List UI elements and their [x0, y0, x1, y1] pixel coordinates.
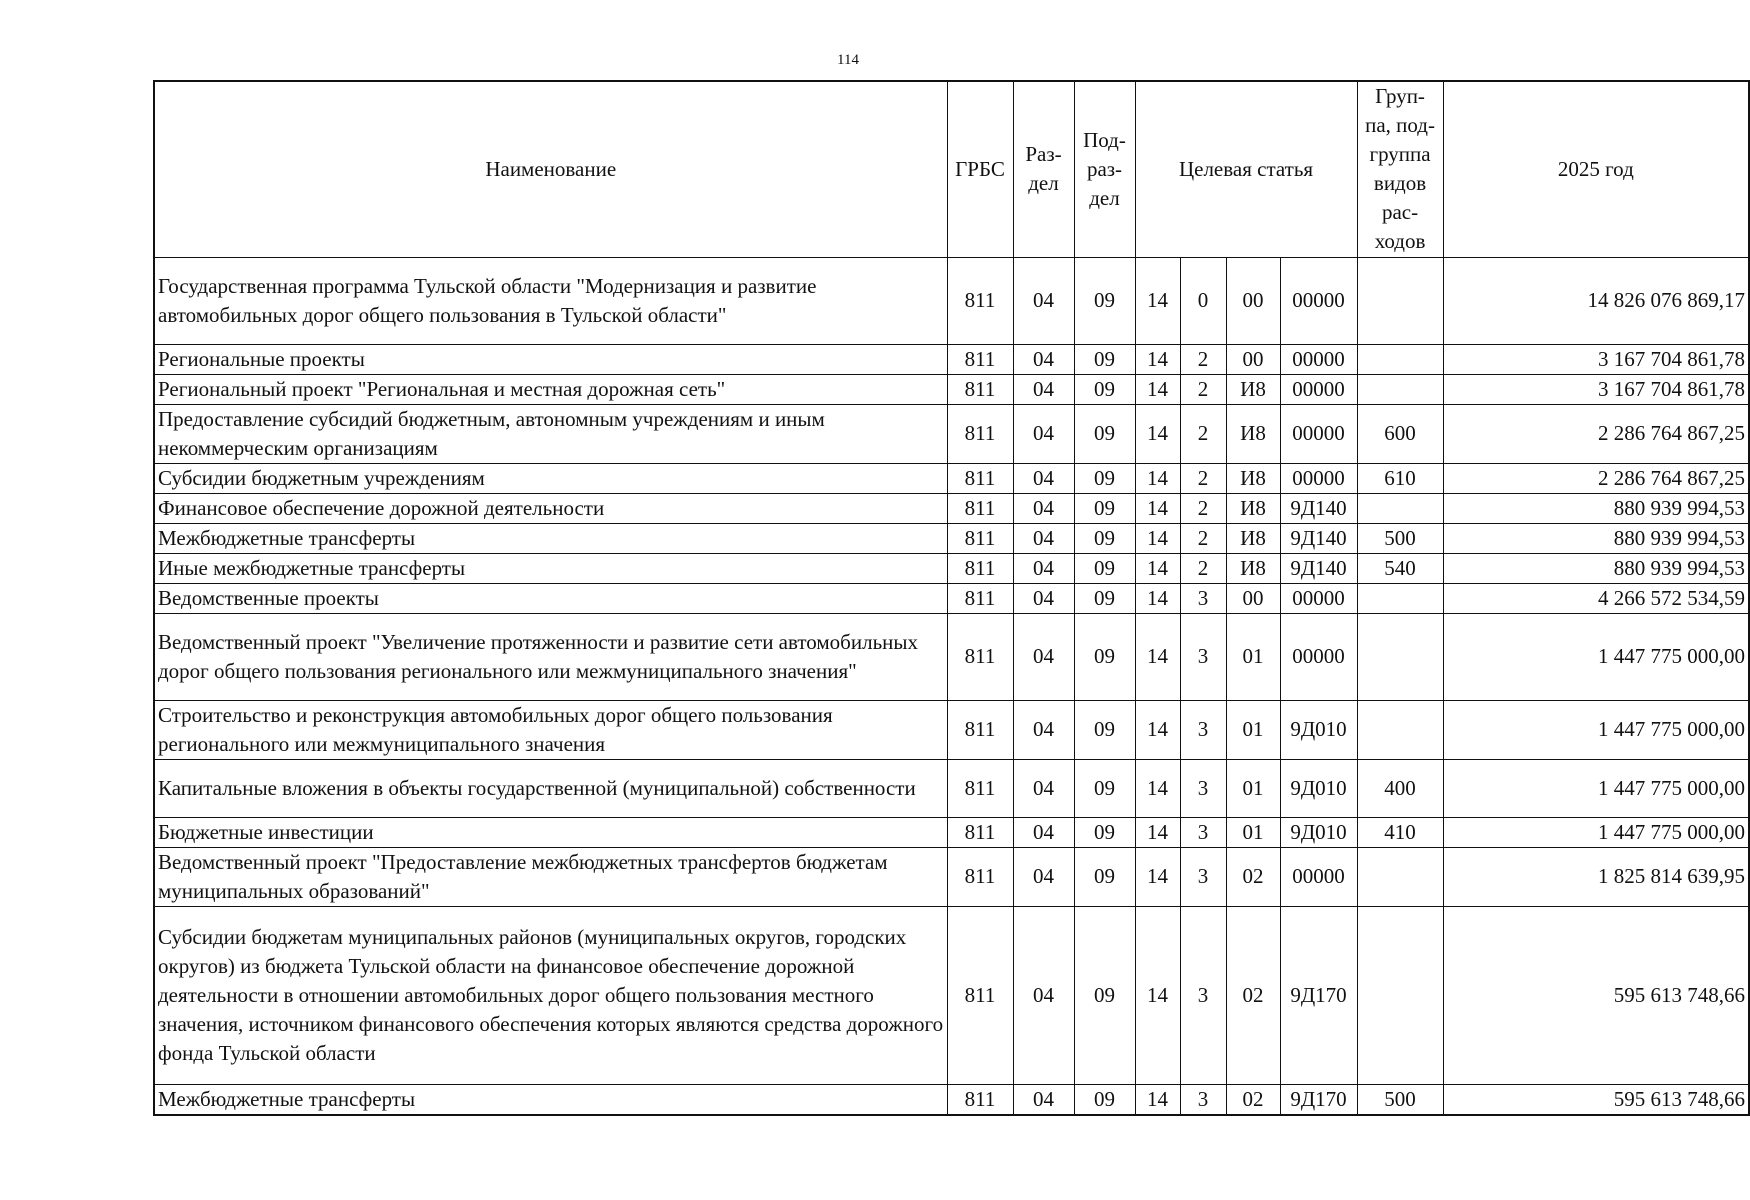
row-amount-2025: 1 447 775 000,00	[1443, 817, 1749, 847]
row-podrazdel: 09	[1074, 344, 1135, 374]
budget-table	[153, 80, 1750, 1116]
row-podrazdel: 09	[1074, 553, 1135, 583]
row-vid-rashodov	[1357, 344, 1443, 374]
row-amount-2025: 3 167 704 861,78	[1443, 344, 1749, 374]
row-cs-direction: 9Д010	[1280, 700, 1357, 759]
row-podrazdel: 09	[1074, 523, 1135, 553]
row-razdel: 04	[1013, 700, 1074, 759]
row-grbs: 811	[947, 463, 1013, 493]
row-podrazdel: 09	[1074, 847, 1135, 906]
header-celevaya-statya: Целевая статья	[1135, 81, 1357, 257]
row-cs-program: 14	[1135, 847, 1180, 906]
row-grbs: 811	[947, 523, 1013, 553]
table-row	[154, 404, 1749, 463]
row-cs-type: 2	[1180, 404, 1226, 463]
row-cs-direction: 9Д170	[1280, 1084, 1357, 1115]
row-amount-2025: 1 825 814 639,95	[1443, 847, 1749, 906]
table-header-row	[154, 81, 1749, 257]
row-name: Бюджетные инвестиции	[154, 817, 947, 847]
table-row	[154, 817, 1749, 847]
row-grbs: 811	[947, 759, 1013, 817]
header-grbs: ГРБС	[947, 81, 1013, 257]
row-name: Субсидии бюджетам муниципальных районов (муниципальных округов, городских округов) из бюджета Тульской области на финансовое обеспечение дорожной деятельности в отношении автомобильных дорог общего пользования местного значения, источником финансового обеспечения которых являются средства дорожного фонда Тульской области	[154, 906, 947, 1084]
row-cs-program: 14	[1135, 817, 1180, 847]
row-podrazdel: 09	[1074, 817, 1135, 847]
row-cs-type: 2	[1180, 344, 1226, 374]
row-grbs: 811	[947, 257, 1013, 344]
row-razdel: 04	[1013, 404, 1074, 463]
row-name: Строительство и реконструкция автомобильных дорог общего пользования регионального или межмуниципального значения	[154, 700, 947, 759]
row-amount-2025: 2 286 764 867,25	[1443, 463, 1749, 493]
row-podrazdel: 09	[1074, 906, 1135, 1084]
row-amount-2025: 595 613 748,66	[1443, 906, 1749, 1084]
table-row	[154, 583, 1749, 613]
header-podrazdel: Под- раз- дел	[1074, 81, 1135, 257]
row-razdel: 04	[1013, 344, 1074, 374]
row-name: Государственная программа Тульской области "Модернизация и развитие автомобильных дорог общего пользования в Тульской области"	[154, 257, 947, 344]
row-grbs: 811	[947, 1084, 1013, 1115]
row-podrazdel: 09	[1074, 1084, 1135, 1115]
row-name: Ведомственный проект "Предоставление межбюджетных трансфертов бюджетам муниципальных образований"	[154, 847, 947, 906]
table-body	[154, 257, 1749, 1115]
table-row	[154, 523, 1749, 553]
row-razdel: 04	[1013, 759, 1074, 817]
table-row	[154, 257, 1749, 344]
row-cs-program: 14	[1135, 906, 1180, 1084]
row-amount-2025: 880 939 994,53	[1443, 523, 1749, 553]
row-cs-structure: 01	[1226, 817, 1280, 847]
row-razdel: 04	[1013, 257, 1074, 344]
row-vid-rashodov: 400	[1357, 759, 1443, 817]
row-name: Иные межбюджетные трансферты	[154, 553, 947, 583]
row-cs-structure: И8	[1226, 374, 1280, 404]
row-razdel: 04	[1013, 583, 1074, 613]
row-podrazdel: 09	[1074, 613, 1135, 700]
row-vid-rashodov	[1357, 583, 1443, 613]
row-name: Межбюджетные трансферты	[154, 523, 947, 553]
row-cs-type: 3	[1180, 613, 1226, 700]
row-podrazdel: 09	[1074, 463, 1135, 493]
row-cs-direction: 00000	[1280, 404, 1357, 463]
row-cs-type: 2	[1180, 523, 1226, 553]
row-cs-direction: 00000	[1280, 847, 1357, 906]
row-vid-rashodov: 600	[1357, 404, 1443, 463]
row-cs-direction: 00000	[1280, 583, 1357, 613]
row-cs-program: 14	[1135, 553, 1180, 583]
row-razdel: 04	[1013, 523, 1074, 553]
row-vid-rashodov: 500	[1357, 1084, 1443, 1115]
row-cs-program: 14	[1135, 257, 1180, 344]
row-grbs: 811	[947, 847, 1013, 906]
row-cs-structure: 01	[1226, 759, 1280, 817]
row-razdel: 04	[1013, 553, 1074, 583]
row-cs-type: 2	[1180, 374, 1226, 404]
header-razdel: Раз- дел	[1013, 81, 1074, 257]
table-row	[154, 463, 1749, 493]
row-vid-rashodov	[1357, 613, 1443, 700]
row-name: Региональные проекты	[154, 344, 947, 374]
row-podrazdel: 09	[1074, 374, 1135, 404]
row-cs-type: 3	[1180, 906, 1226, 1084]
row-podrazdel: 09	[1074, 257, 1135, 344]
row-cs-type: 3	[1180, 700, 1226, 759]
row-cs-structure: 00	[1226, 344, 1280, 374]
row-vid-rashodov	[1357, 700, 1443, 759]
row-grbs: 811	[947, 700, 1013, 759]
table-row	[154, 613, 1749, 700]
table-row	[154, 493, 1749, 523]
row-cs-program: 14	[1135, 583, 1180, 613]
row-vid-rashodov	[1357, 847, 1443, 906]
table-row	[154, 1084, 1749, 1115]
row-grbs: 811	[947, 906, 1013, 1084]
row-cs-type: 2	[1180, 493, 1226, 523]
row-cs-type: 3	[1180, 1084, 1226, 1115]
row-cs-direction: 9Д010	[1280, 817, 1357, 847]
row-name: Финансовое обеспечение дорожной деятельности	[154, 493, 947, 523]
row-vid-rashodov	[1357, 257, 1443, 344]
row-cs-structure: 02	[1226, 1084, 1280, 1115]
row-razdel: 04	[1013, 613, 1074, 700]
table-row	[154, 344, 1749, 374]
table-row	[154, 553, 1749, 583]
page-number: 114	[837, 52, 859, 68]
row-cs-direction: 9Д170	[1280, 906, 1357, 1084]
row-amount-2025: 595 613 748,66	[1443, 1084, 1749, 1115]
row-cs-program: 14	[1135, 404, 1180, 463]
row-amount-2025: 1 447 775 000,00	[1443, 759, 1749, 817]
row-cs-type: 2	[1180, 553, 1226, 583]
row-grbs: 811	[947, 583, 1013, 613]
row-razdel: 04	[1013, 374, 1074, 404]
row-grbs: 811	[947, 404, 1013, 463]
row-cs-structure: 02	[1226, 847, 1280, 906]
row-cs-direction: 00000	[1280, 374, 1357, 404]
row-cs-type: 3	[1180, 847, 1226, 906]
row-name: Ведомственные проекты	[154, 583, 947, 613]
row-amount-2025: 1 447 775 000,00	[1443, 700, 1749, 759]
row-amount-2025: 1 447 775 000,00	[1443, 613, 1749, 700]
table-row	[154, 847, 1749, 906]
row-cs-program: 14	[1135, 344, 1180, 374]
row-cs-type: 3	[1180, 583, 1226, 613]
row-cs-structure: 01	[1226, 613, 1280, 700]
row-cs-direction: 9Д140	[1280, 493, 1357, 523]
row-vid-rashodov: 610	[1357, 463, 1443, 493]
row-cs-program: 14	[1135, 463, 1180, 493]
row-podrazdel: 09	[1074, 493, 1135, 523]
row-vid-rashodov	[1357, 493, 1443, 523]
row-cs-type: 2	[1180, 463, 1226, 493]
row-name: Региональный проект "Региональная и местная дорожная сеть"	[154, 374, 947, 404]
row-cs-structure: И8	[1226, 553, 1280, 583]
row-razdel: 04	[1013, 847, 1074, 906]
row-amount-2025: 880 939 994,53	[1443, 493, 1749, 523]
row-cs-program: 14	[1135, 523, 1180, 553]
row-cs-direction: 00000	[1280, 257, 1357, 344]
row-cs-direction: 9Д010	[1280, 759, 1357, 817]
row-podrazdel: 09	[1074, 759, 1135, 817]
row-amount-2025: 14 826 076 869,17	[1443, 257, 1749, 344]
row-amount-2025: 4 266 572 534,59	[1443, 583, 1749, 613]
row-amount-2025: 3 167 704 861,78	[1443, 374, 1749, 404]
row-cs-type: 3	[1180, 759, 1226, 817]
row-amount-2025: 2 286 764 867,25	[1443, 404, 1749, 463]
row-name: Субсидии бюджетным учреждениям	[154, 463, 947, 493]
row-cs-structure: И8	[1226, 523, 1280, 553]
table-row	[154, 700, 1749, 759]
row-cs-program: 14	[1135, 374, 1180, 404]
row-name: Ведомственный проект "Увеличение протяженности и развитие сети автомобильных дорог общего пользования регионального или межмуниципального значения"	[154, 613, 947, 700]
row-grbs: 811	[947, 374, 1013, 404]
row-razdel: 04	[1013, 1084, 1074, 1115]
row-cs-program: 14	[1135, 1084, 1180, 1115]
row-razdel: 04	[1013, 906, 1074, 1084]
row-podrazdel: 09	[1074, 404, 1135, 463]
row-grbs: 811	[947, 493, 1013, 523]
row-cs-type: 0	[1180, 257, 1226, 344]
row-vid-rashodov: 410	[1357, 817, 1443, 847]
row-grbs: 811	[947, 553, 1013, 583]
row-cs-structure: 00	[1226, 583, 1280, 613]
row-cs-structure: 02	[1226, 906, 1280, 1084]
row-cs-type: 3	[1180, 817, 1226, 847]
row-razdel: 04	[1013, 463, 1074, 493]
row-cs-direction: 00000	[1280, 344, 1357, 374]
row-cs-structure: И8	[1226, 463, 1280, 493]
row-cs-direction: 9Д140	[1280, 523, 1357, 553]
row-podrazdel: 09	[1074, 700, 1135, 759]
row-cs-structure: И8	[1226, 404, 1280, 463]
table-row	[154, 374, 1749, 404]
row-cs-program: 14	[1135, 613, 1180, 700]
row-cs-direction: 9Д140	[1280, 553, 1357, 583]
header-gruppa-vidov-rashodov: Груп- па, под- группа видов рас- ходов	[1357, 81, 1443, 257]
row-cs-program: 14	[1135, 493, 1180, 523]
row-cs-structure: 00	[1226, 257, 1280, 344]
header-year: 2025 год	[1443, 81, 1749, 257]
row-amount-2025: 880 939 994,53	[1443, 553, 1749, 583]
row-cs-structure: 01	[1226, 700, 1280, 759]
row-vid-rashodov	[1357, 374, 1443, 404]
row-cs-structure: И8	[1226, 493, 1280, 523]
row-cs-direction: 00000	[1280, 463, 1357, 493]
table-row	[154, 906, 1749, 1084]
row-podrazdel: 09	[1074, 583, 1135, 613]
row-razdel: 04	[1013, 817, 1074, 847]
row-grbs: 811	[947, 613, 1013, 700]
row-name: Капитальные вложения в объекты государственной (муниципальной) собственности	[154, 759, 947, 817]
row-cs-program: 14	[1135, 759, 1180, 817]
row-name: Межбюджетные трансферты	[154, 1084, 947, 1115]
row-vid-rashodov	[1357, 906, 1443, 1084]
table-row	[154, 759, 1749, 817]
row-grbs: 811	[947, 344, 1013, 374]
row-vid-rashodov: 500	[1357, 523, 1443, 553]
row-vid-rashodov: 540	[1357, 553, 1443, 583]
row-grbs: 811	[947, 817, 1013, 847]
row-cs-direction: 00000	[1280, 613, 1357, 700]
row-razdel: 04	[1013, 493, 1074, 523]
row-name: Предоставление субсидий бюджетным, автономным учреждениям и иным некоммерческим организациям	[154, 404, 947, 463]
row-cs-program: 14	[1135, 700, 1180, 759]
header-name: Наименование	[154, 81, 947, 257]
